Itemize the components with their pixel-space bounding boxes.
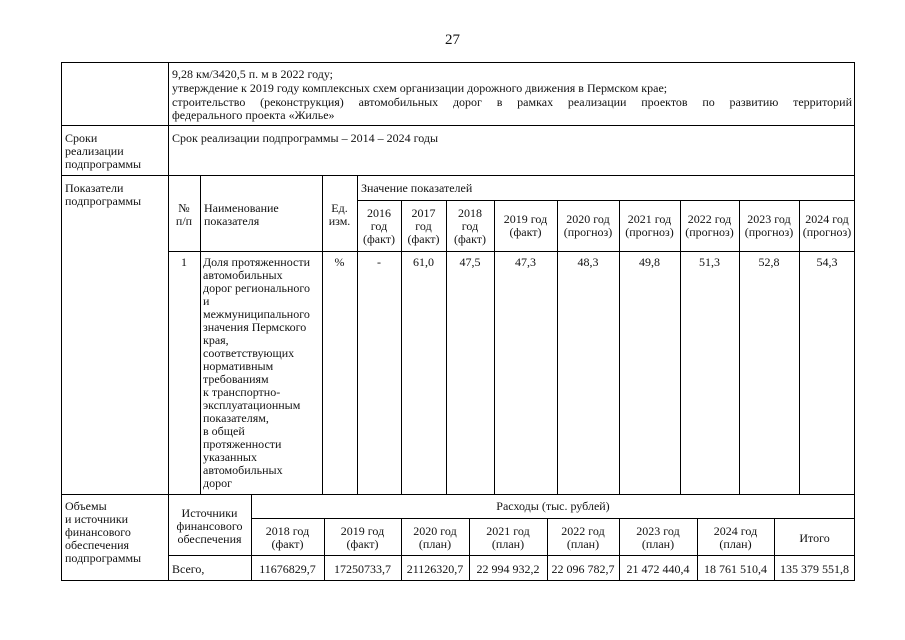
year-header: 2023 год (прогноз) [744,212,794,239]
year-header: 2016 год (факт) [362,206,395,246]
indicator-name-line: автомобильных [203,268,283,282]
indicator-value: 51,3 [699,255,720,269]
continuation-line: строительство (реконструкция) автомобильных дорог в рамках реализации проектов по развитию территорий [172,95,852,109]
indicator-value: 47,3 [515,255,536,269]
continuation-line: 9,28 км/3420,5 п. м в 2022 году; [172,67,333,81]
indicator-value: 61,0 [413,255,434,269]
terms-label: Сроки реализации подпрограммы [65,131,142,171]
indicator-name-line: нормативным [203,359,274,373]
finance-value: 135 379 551,8 [780,562,849,576]
finance-year-header: 2022 год (план) [561,524,605,551]
indicator-value: 54,3 [816,255,838,269]
indicator-name-line: края, [203,333,229,347]
finance-year-header: 2018 год (факт) [265,524,310,551]
finance-value: 22 994 932,2 [476,562,540,576]
terms-row [61,125,855,176]
finance-year-header: 2021 год (план) [486,524,530,551]
year-header: 2020 год (прогноз) [563,212,613,239]
indicator-name-line: автомобильных [203,463,283,477]
continuation-row [61,62,855,126]
indicator-name-line: к транспортно- [203,385,281,399]
finance-value: 11676829,7 [259,562,316,576]
year-header: 2021 год (прогноз) [625,212,674,239]
terms-text: Срок реализации подпрограммы – 2014 – 2024 годы [172,131,439,145]
values-header: Значение показателей [361,181,473,195]
finance-value: 17250733,7 [334,562,391,576]
year-header: 2019 год (факт) [503,212,548,239]
finance-year-header: 2019 год (факт) [340,524,385,551]
indicator-value: 49,8 [639,255,660,269]
finance-year-header: 2023 год (план) [636,524,680,551]
finance-value: 22 096 782,7 [551,562,615,576]
indicator-value: 48,3 [577,255,599,269]
indicator-name-line: межмуниципального [203,307,310,321]
indicator-name-line: значения Пермского [203,320,307,334]
finance-row [61,494,855,581]
expenses-header: Расходы (тыс. рублей) [496,499,610,513]
indicator-name-line: и [203,294,210,308]
finance-value: 21 472 440,4 [626,562,690,576]
continuation-line: федерального проекта «Жилье» [172,108,335,122]
finance-label: Объемы и источники финансового обеспечения подпрограммы [65,499,142,565]
col-name-header: Наименование показателя [204,201,279,228]
indicators-row [61,175,855,495]
total-row-label: Всего, [172,562,205,576]
indicator-name-line: дорог регионального [203,281,311,295]
indicator-name-line: показателям, [203,411,269,425]
indicator-name-line: соответствующих [203,346,295,360]
sources-header: Источники финансового обеспечения [176,506,243,546]
indicator-value: 47,5 [459,255,481,269]
finance-value: 21126320,7 [406,562,464,576]
finance-value: 18 761 510,4 [704,562,767,576]
col-num-header: № п/п [175,201,193,228]
indicator-name-line: эксплуатационным [203,398,301,412]
finance-total-header: Итого [799,531,830,545]
year-header: 2024 год (прогноз) [802,212,852,239]
indicator-value: - [377,255,381,269]
finance-year-header: 2024 год (план) [713,524,758,551]
page-number: 27 [445,32,460,48]
year-header: 2017 год (факт) [407,206,440,246]
row-unit: % [334,255,345,269]
row-number: 1 [181,255,187,269]
indicators-label: Показатели подпрограммы [65,181,142,208]
indicator-name [203,256,321,490]
col-unit-header: Ед. изм. [328,201,351,228]
finance-year-header: 2020 год (план) [413,524,457,551]
indicator-name-line: требованиям [203,372,269,386]
indicator-name-line: указанных [203,450,257,464]
indicator-name-line: дорог [203,476,233,490]
year-header: 2022 год (прогноз) [685,212,734,239]
indicator-value: 52,8 [758,255,780,269]
indicator-name-line: протяженности [203,437,282,451]
continuation-line: утверждение к 2019 году комплексных схем организации дорожного движения в Пермском крае; [172,81,668,95]
indicator-name-line: Доля протяженности [203,255,310,269]
year-header: 2018 год (факт) [453,206,486,246]
indicator-name-line: в общей [203,424,245,438]
